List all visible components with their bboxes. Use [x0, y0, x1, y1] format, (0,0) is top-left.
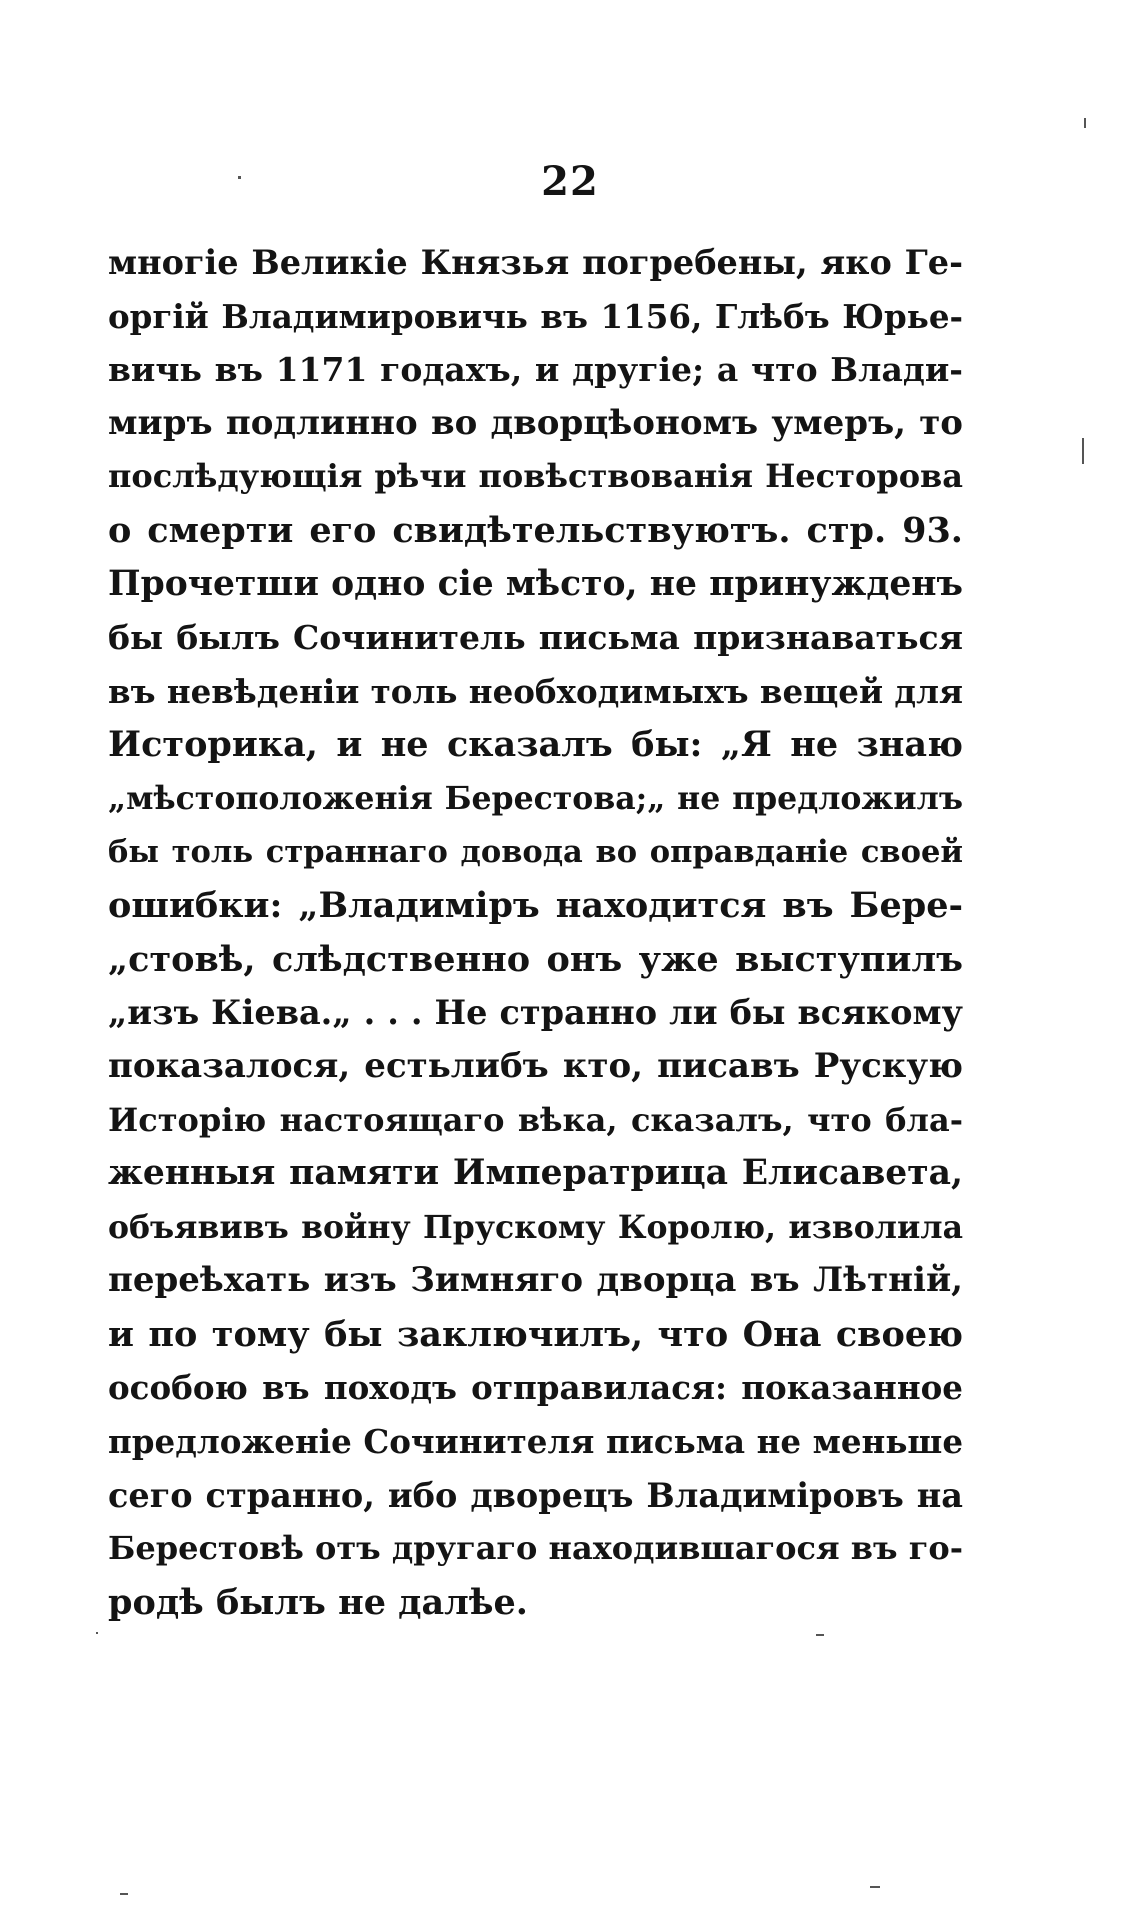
scan-speck	[816, 1634, 824, 1636]
scan-speck	[120, 1893, 128, 1895]
scan-speck	[1084, 118, 1086, 128]
text-line: особою въ походъ отправилася: показанное	[108, 1368, 963, 1408]
text-line: женныя памяти Императрица Елисавета,	[108, 1153, 963, 1194]
scan-speck	[96, 1632, 98, 1634]
text-line: переѣхать изъ Зимняго дворца въ Лѣтній,	[108, 1260, 963, 1301]
text-line: Прочетши одно сіе мѣсто, не принужденъ	[108, 563, 963, 604]
text-line: бы былъ Сочинитель письма признаваться	[108, 618, 963, 658]
page-number: 22	[541, 158, 599, 205]
scan-speck	[1082, 438, 1084, 464]
text-line: Исторію настоящаго вѣка, сказалъ, что бла-	[108, 1100, 963, 1139]
text-line: родѣ былъ не далѣе.	[108, 1581, 528, 1623]
text-line: предложеніе Сочинителя письма не меньше	[108, 1422, 963, 1462]
text-line: и по тому бы заключилъ, что Она своею	[108, 1313, 963, 1355]
text-line: объявивъ войну Прускому Королю, изволила	[108, 1208, 963, 1246]
body-text	[108, 236, 963, 1629]
text-line: оргій Владимировичь въ 1156, Глѣбъ Юрье-	[108, 296, 963, 336]
text-line: бы толь страннаго довода во оправданіе своей	[108, 833, 963, 870]
text-line: „мѣстоположенія Берестова;„ не предложилъ	[108, 779, 963, 817]
text-line: Берестовѣ отъ другаго находившагося въ го-	[108, 1529, 963, 1568]
text-line: вичь въ 1171 годахъ, и другіе; а что Влади-	[108, 350, 963, 390]
text-line: показалося, естьлибъ кто, писавъ Рускую	[108, 1045, 963, 1086]
scan-speck	[238, 176, 241, 179]
text-line: „изъ Кіева.„ . . . Не странно ли бы всякому	[108, 993, 963, 1033]
text-line: сего странно, ибо дворецъ Владиміровъ на	[108, 1475, 963, 1515]
text-line: о смерти его свидѣтельствуютъ. стр. 93.	[108, 509, 963, 551]
scan-speck	[870, 1886, 880, 1888]
text-line: ошибки: „Владиміръ находится въ Бере-	[108, 885, 963, 927]
text-line: миръ подлинно во дворцѣономъ умеръ, то	[108, 402, 963, 443]
text-line: многіе Великіе Князья погребены, яко Ге-	[108, 243, 963, 282]
text-line: послѣдующія рѣчи повѣствованія Несторова	[108, 457, 963, 496]
text-line: въ невѣденіи толь необходимыхъ вещей для	[108, 671, 963, 711]
text-line: Историка, и не сказалъ бы: „Я не знаю	[108, 724, 963, 766]
text-line: „стовѣ, слѣдственно онъ уже выступилъ	[108, 938, 963, 980]
